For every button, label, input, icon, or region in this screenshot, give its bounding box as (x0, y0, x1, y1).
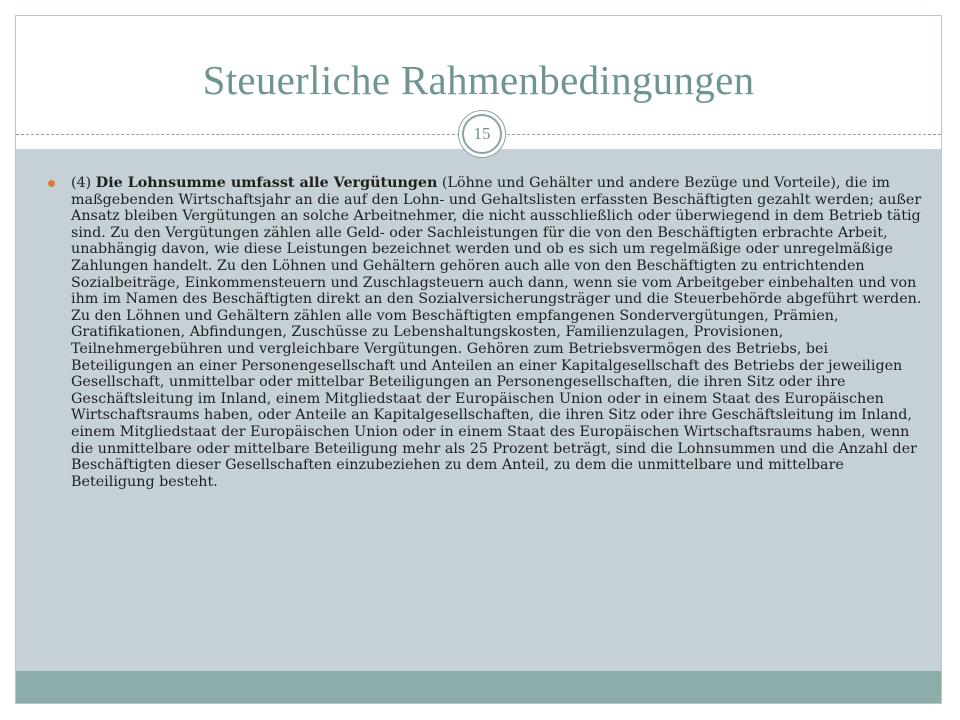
bullet-dot-icon (48, 180, 55, 187)
slide-title: Steuerliche Rahmenbedingungen (202, 57, 755, 103)
slide-frame (15, 15, 942, 704)
bullet-item (43, 175, 923, 490)
bullet-bold-lead: Die Lohnsumme umfasst alle Vergütungen (95, 175, 438, 191)
bullet-prefix: (4) (71, 175, 96, 191)
bullet-body: (Löhne und Gehälter und andere Bezüge und Vorteile), die im maßgebenden Wirtschaftsjahr an die auf den Lohn- und Gehaltslisten erfassten Beschäftigten gezahlt werden; außer Ansatz bleiben Vergütungen an solche Arbeitnehmer, die nicht ausschließlich oder überwiegend in dem Betrieb tätig sind. Zu den Vergütungen zählen alle Geld- oder Sachleistungen für die von den Beschäftigten erbrachte Arbeit, unabhängig davon, wie diese Leistungen bezeichnet werden und ob es sich um regelmäßige oder unregelmäßige Zahlungen handelt. Zu den Löhnen und Gehältern gehören auch alle von den Beschäftigten zu entrichtenden Sozialbeiträge, Einkommensteuern und Zuschlagsteuern auch dann, wenn sie vom Arbeitgeber einbehalten und von ihm im Namen des Beschäftigten direkt an den Sozialversicherungsträger und die Steuerbehörde abgeführt werden. Zu den Löhnen und Gehältern zählen alle vom Beschäftigten empfangenen Sondervergütungen, Prämien, Gratifikationen, Abfindungen, Zuschüsse zu Lebenshaltungskosten, Familienzulagen, Provisionen, Teilnehmergebühren und vergleichbare Vergütungen. Gehören zum Betriebsvermögen des Betriebs, bei Beteiligungen an einer Personengesellschaft und Anteilen an einer Kapitalgesellschaft des Betriebs der jeweiligen Gesellschaft, unmittelbar oder mittelbar Beteiligungen an Personengesellschaften, die ihren Sitz oder ihre Geschäftsleitung im Inland, einem Mitgliedstaat der Europäischen Union oder in einem Staat des Europäischen Wirtschaftsraums haben, oder Anteile an Kapitalgesellschaften, die ihren Sitz oder ihre Geschäftsleitung im Inland, einem Mitgliedstaat der Europäischen Union oder in einem Staat des Europäischen Wirtschaftsraums haben, wenn die unmittelbare oder mittelbare Beteiligung mehr als 25 Prozent beträgt, sind die Lohnsummen und die Anzahl der Beschäftigten dieser Gesellschaften einzubeziehen zu dem Anteil, zu dem die unmittelbare und mittelbare Beteiligung besteht. (71, 175, 922, 490)
slide-content (43, 175, 923, 490)
footer-band (16, 671, 941, 704)
page-number-badge (458, 110, 506, 158)
bullet-text (71, 175, 921, 490)
page-number: 15 (462, 114, 502, 154)
